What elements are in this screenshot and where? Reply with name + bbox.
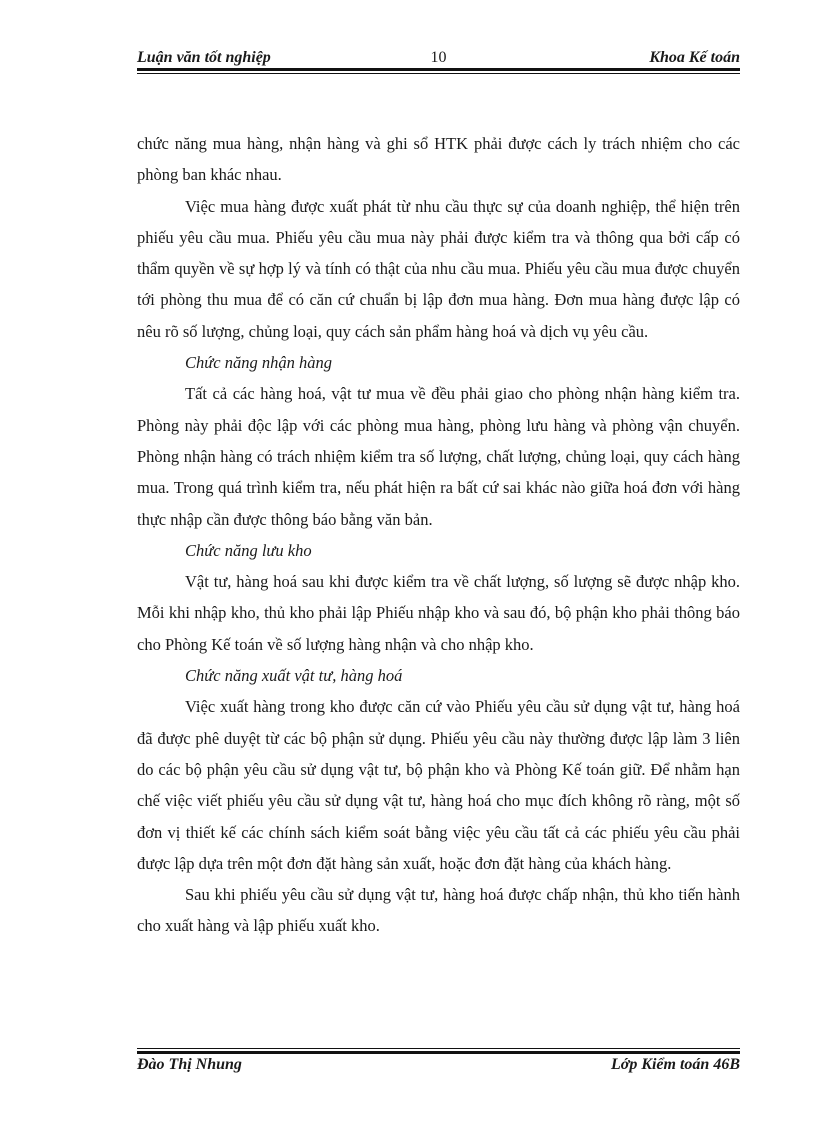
paragraph-issuing-approval: Sau khi phiếu yêu cầu sử dụng vật tư, hàng hoá được chấp nhận, thủ kho tiến hành cho xuất hàng và lập phiếu xuất kho. xyxy=(137,885,740,936)
paragraph-continuation: chức năng mua hàng, nhận hàng và ghi sổ HTK phải được cách ly trách nhiệm cho các phòng ban khác nhau. xyxy=(137,134,740,185)
paragraph-receiving: Tất cả các hàng hoá, vật tư mua về đều phải giao cho phòng nhận hàng kiểm tra. Phòng này phải độc lập với các phòng mua hàng, phòng lưu hàng và phòng vận chuyển. Phòng nhận hàng có trách nhiệm kiểm tra số lượng, chất lượng, chủng loại, quy cách hàng mua. Trong quá trình kiểm tra, nếu phát hiện ra bất cứ sai khác nào giữa hoá đơn với hàng thực nhập cần được thông báo bằng văn bản. xyxy=(137,384,740,529)
footer-rule-thick xyxy=(137,1051,740,1054)
header-rule-thin xyxy=(137,73,740,74)
paragraph-purchasing: Việc mua hàng được xuất phát từ nhu cầu thực sự của doanh nghiệp, thể hiện trên phiếu yêu cầu mua. Phiếu yêu cầu mua này phải được kiểm tra và thông qua bởi cấp có thẩm quyền về sự hợp lý và tính có thật của nhu cầu mua. Phiếu yêu cầu mua được chuyển tới phòng thu mua để có căn cứ chuẩn bị lập đơn mua hàng. Đơn mua hàng được lập có nêu rõ số lượng, chủng loại, quy cách sản phẩm hàng hoá và dịch vụ yêu cầu. xyxy=(137,196,740,341)
page-header xyxy=(137,47,740,69)
section-heading-storage: Chức năng lưu kho xyxy=(185,540,312,560)
footer-author: Đào Thị Nhung xyxy=(137,1056,242,1073)
footer-rule-thin xyxy=(137,1048,740,1049)
page-footer xyxy=(137,1056,740,1078)
header-rule-thick xyxy=(137,68,740,71)
paragraph-issuing: Việc xuất hàng trong kho được căn cứ vào Phiếu yêu cầu sử dụng vật tư, hàng hoá đã được phê duyệt từ các bộ phận sử dụng. Phiếu yêu cầu này thường được lập làm 3 liên do các bộ phận yêu cầu sử dụng vật tư, bộ phận kho và Phòng Kế toán giữ. Để nhằm hạn chế việc viết phiếu yêu cầu sử dụng vật tư, hàng hoá cho mục đích không rõ ràng, một số đơn vị thiết kế các chính sách kiểm soát bằng việc yêu cầu tất cả các phiếu yêu cầu phải được lập dựa trên một đơn đặt hàng sản xuất, hoặc đơn đặt hàng của khách hàng. xyxy=(137,697,740,873)
section-heading-receiving: Chức năng nhận hàng xyxy=(185,353,332,373)
page-number: 10 xyxy=(430,49,447,66)
page-body xyxy=(137,128,740,942)
section-heading-issuing: Chức năng xuất vật tư, hàng hoá xyxy=(185,666,403,686)
header-department: Khoa Kế toán xyxy=(649,49,740,66)
footer-class: Lớp Kiểm toán 46B xyxy=(610,1056,740,1073)
header-thesis-title: Luận văn tốt nghiệp xyxy=(137,49,271,66)
paragraph-storage: Vật tư, hàng hoá sau khi được kiểm tra về chất lượng, số lượng sẽ được nhập kho. Mỗi khi nhập kho, thủ kho phải lập Phiếu nhập kho và sau đó, bộ phận kho phải thông báo cho Phòng Kế toán về số lượng hàng nhận và cho nhập kho. xyxy=(137,572,740,654)
